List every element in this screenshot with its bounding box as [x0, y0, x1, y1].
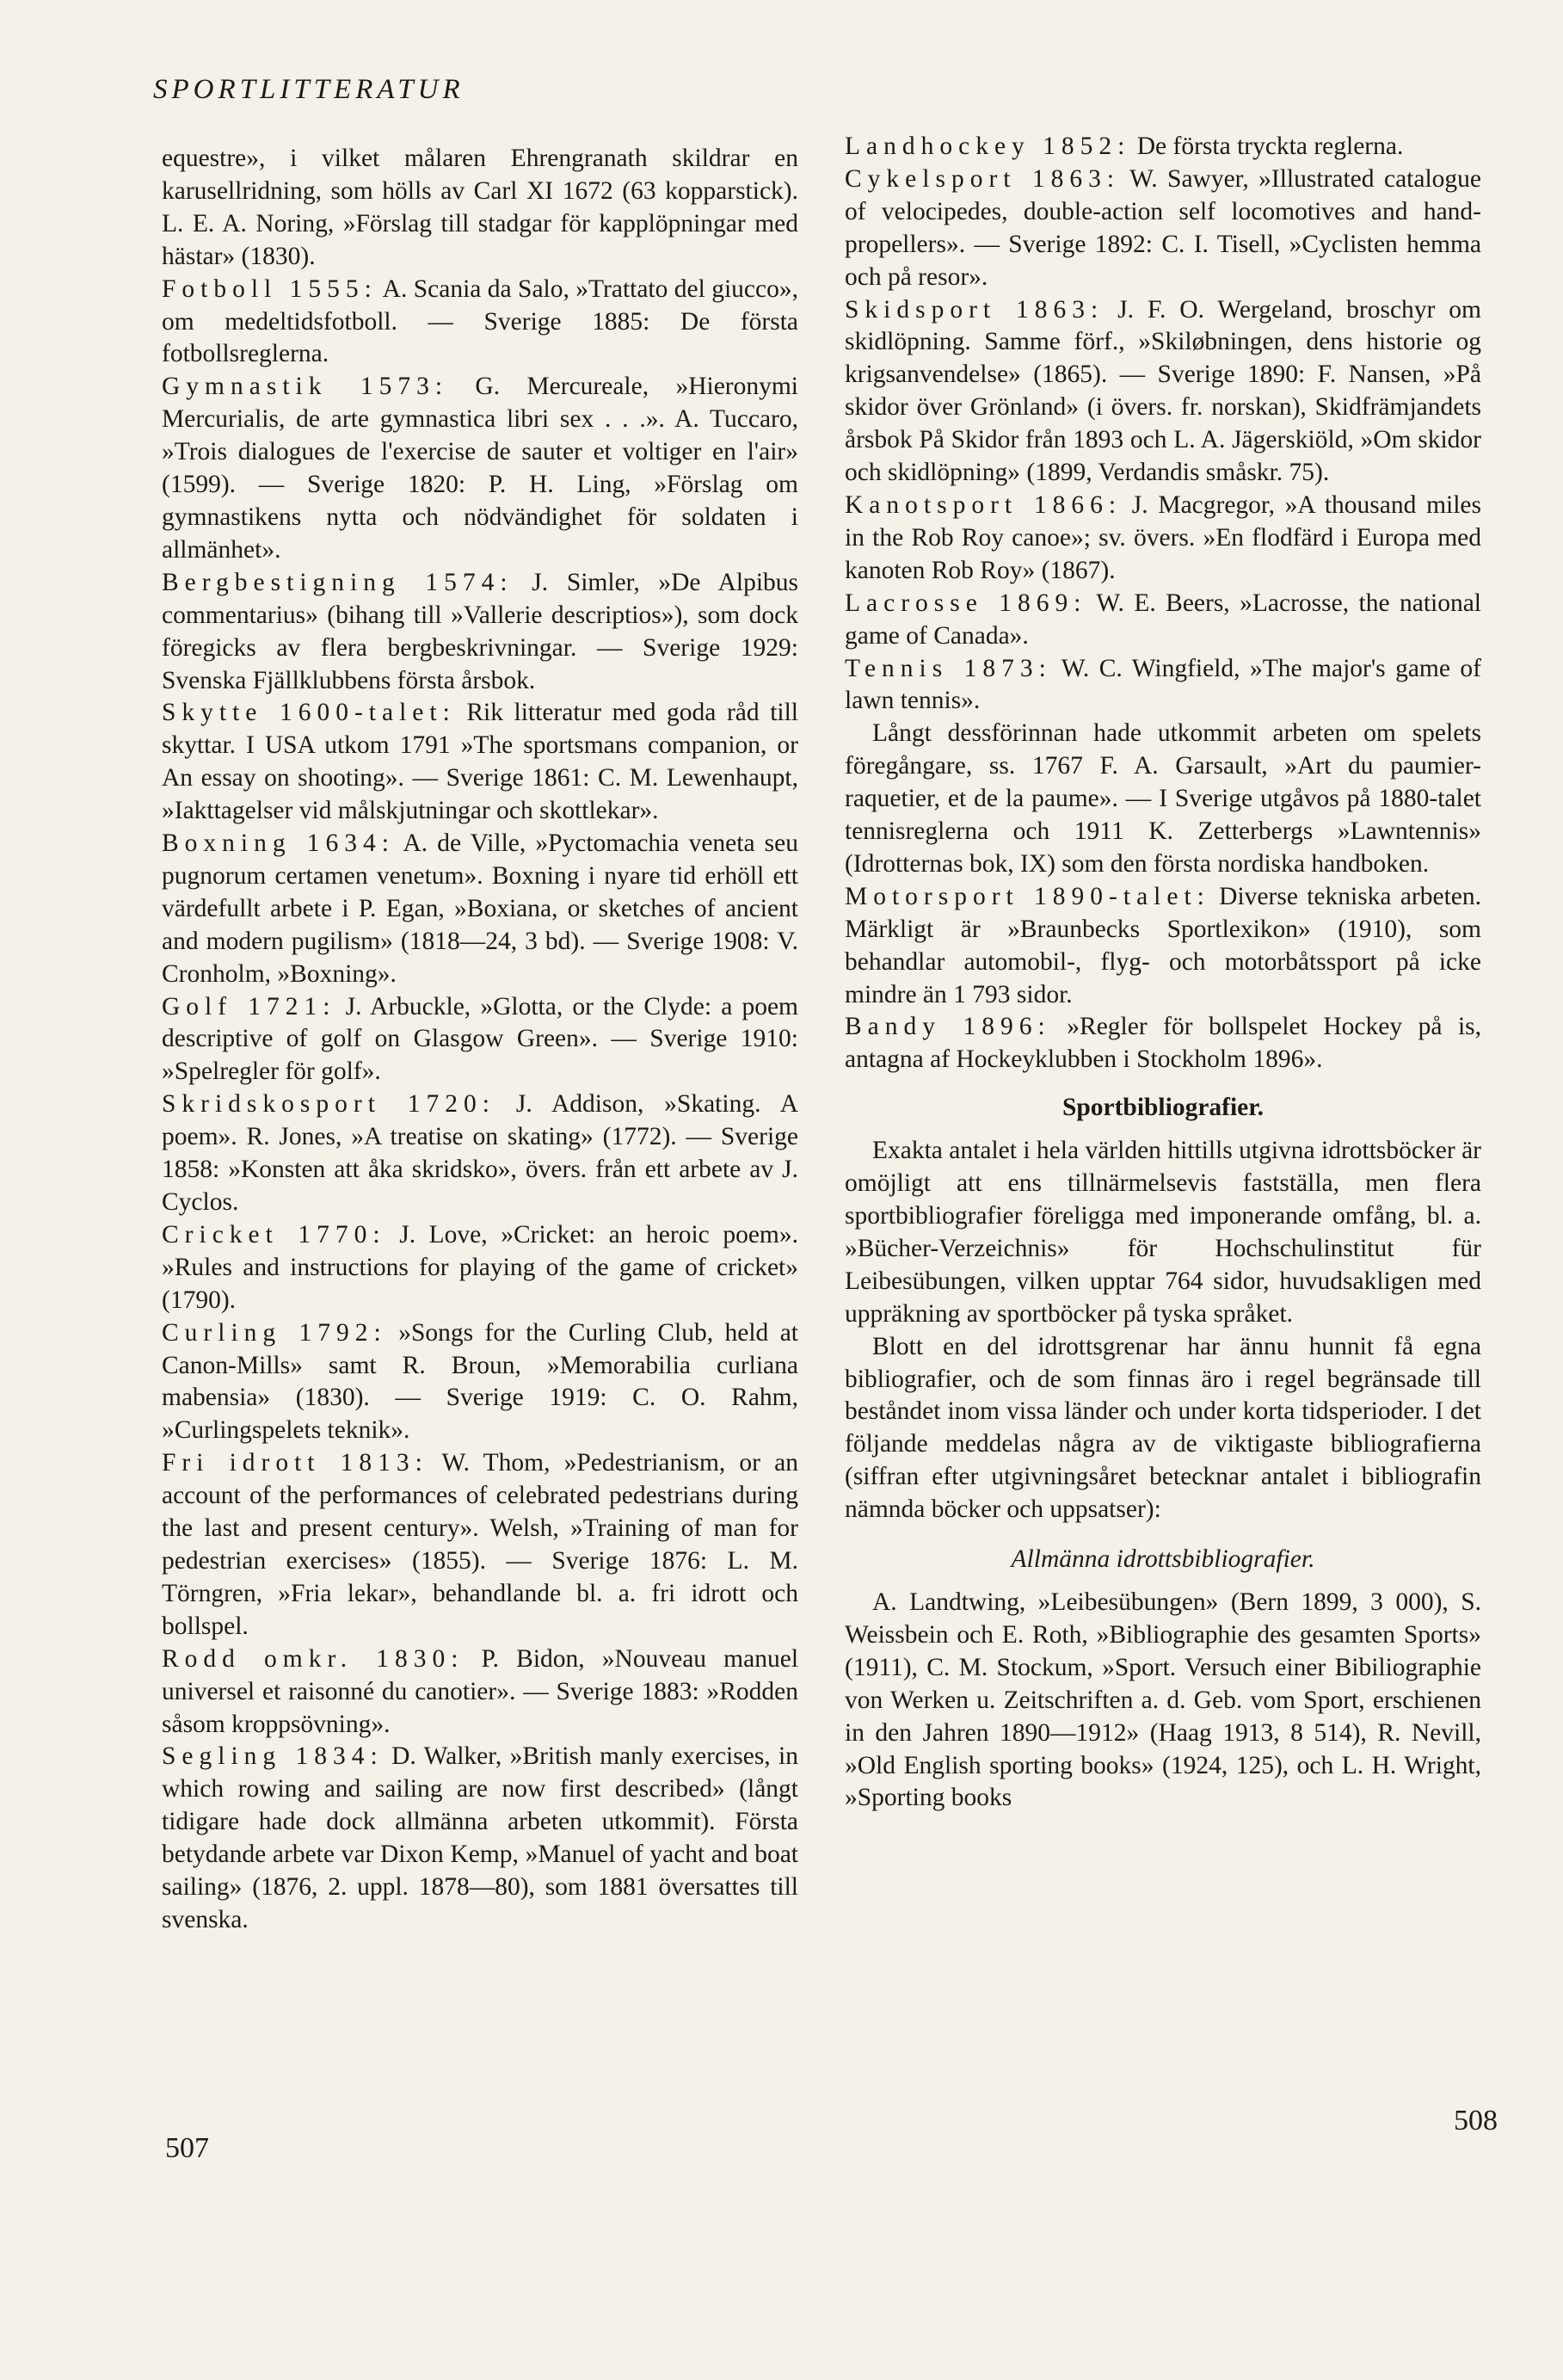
entry-term: Motorsport 1890-talet:: [845, 882, 1210, 910]
running-head: SPORTLITTERATUR: [153, 74, 465, 105]
entry-term: Kanotsport 1866:: [845, 490, 1123, 519]
entry-term: Segling 1834:: [162, 1742, 384, 1771]
entry-text: equestre», i vilket målaren Ehrengranath skildrar en karusellridning, som hölls av Carl XI 1672 (63 kopparstick). L. E. A. Noring, »Förslag till stadgar för kapplöpningar med hästar» (1830).: [162, 145, 798, 270]
entry: [162, 143, 798, 274]
entry-term: Gymnastik 1573:: [162, 373, 449, 401]
entry-text: W. E. Beers, »Lacrosse, the national game of Canada».: [845, 589, 1482, 650]
entry-text: W. Thom, »Pedestrianism, or an account of the performances of celebrated pedestrians during the last and present century». Welsh, »Training of man for pedestrian exercises» (1855). — Sverige 1876: L. M. Törngren, »Fria lekar», behandlande bl. a. fri idrott och bollspel.: [162, 1449, 798, 1640]
entry-term: Lacrosse 1869:: [845, 589, 1087, 617]
entry-term: Skytte 1600-talet:: [162, 699, 456, 727]
entry-term: Fotboll 1555:: [162, 274, 378, 303]
subsection-title: Allmänna idrottsbibliografier.: [1011, 1545, 1315, 1574]
entry: [845, 131, 1481, 163]
entry-term: Cricket 1770:: [162, 1220, 386, 1249]
entry: [845, 653, 1481, 718]
entry-text: »Regler för bollspelet Hockey på is, antagna af Hockeyklubben i Stockholm 1896».: [845, 1013, 1482, 1074]
entry-text: J. Macgregor, »A thousand miles in the Rob Roy canoe»; sv. övers. »En flodfärd i Europa med kanoten Rob Roy» (1867).: [845, 490, 1481, 584]
entry-text: D. Walker, »British manly exercises, in which rowing and sailing are now first described» (långt tidigare hade dock allmänna arbeten utkommit). Första betydande arbete var Dixon Kemp, »Manuel of yacht and boat sailing» (1876, 2. uppl. 1878—80), som 1881 översattes till svenska.: [162, 1742, 799, 1933]
entry-text: J. F. O. Wergeland, broschyr om skidlöpning. Samme förf., »Skiløbningen, dens historie og krigsanvendelse» (1865). — Sverige 1890: F. Nansen, »På skidor över Grönland» (i övers. fr. norskan), Skidfrämjandets årsbok På Skidor från 1893 och L. A. Jägerskiöld, »Om skidor och skidlöpning» (1899, Verdandis småskr. 75).: [845, 295, 1482, 487]
entry-text: Långt dessförinnan hade utkommit arbeten om spelets föregångare, ss. 1767 F. A. Garsault, »Art du paumier-raquetier, et de la paume». — I Sverige utgåvos på 1880-talet tennisreglerna och 1911 K. Zetterbergs »Lawntennis» (Idrotternas bok, IX) som den första nordiska handboken.: [845, 719, 1481, 878]
entry-text: »Songs for the Curling Club, held at Canon-Mills» samt R. Broun, »Memorabilia curliana mabensia» (1830). — Sverige 1919: C. O. Rahm, »Curlingspelets teknik».: [162, 1318, 798, 1445]
entry-text: G. Mercureale, »Hieronymi Mercurialis, de arte gymnastica libri sex . . .». A. Tuccaro, »Trois dialogues de l'exercise de sauter et voltiger en l'air» (1599). — Sverige 1820: P. H. Ling, »Förslag om gymnastikens nytta och nödvändighet för soldaten i allmänhet».: [162, 373, 799, 564]
entry-term: Fri idrott 1813:: [162, 1449, 428, 1477]
page-number-left: 507: [165, 2132, 209, 2164]
entry: [845, 490, 1481, 588]
entry: [162, 1741, 798, 1936]
entry-text: Rik litteratur med goda råd till skyttar. I USA utkom 1791 »The sportsmans companion, or An essay on shooting». — Sverige 1861: C. M. Lewenhaupt, »Iakttagelser vid målskjutningar och skottlekar».: [162, 699, 798, 825]
entry-text: A. Scania da Salo, »Trattato del giucco», om medeltidsfotboll. — Sverige 1885: De första fotbollsreglerna.: [162, 274, 798, 368]
entry: [845, 718, 1481, 881]
right-column: [845, 131, 1481, 1815]
entry: [162, 1219, 798, 1317]
entry-text: W. Sawyer, »Illustrated catalogue of velocipedes, double-action self locomotives and hand-propellers». — Sverige 1892: C. I. Tisell, »Cyclisten hemma och på resor».: [845, 164, 1481, 291]
entry-text: J. Arbuckle, »Glotta, or the Clyde: a poem descriptive of golf on Glasgow Green». — Sverige 1910: »Spelregler för golf».: [162, 992, 799, 1086]
entry-text: J. Simler, »De Alpibus commentarius» (bihang till »Vallerie descriptios»), som dock föregicks av flera bergbeskrivningar. — Sverige 1929: Svenska Fjällklubbens första årsbok.: [162, 568, 798, 694]
entry: [162, 1317, 798, 1448]
entry: [162, 1643, 798, 1742]
entry: [845, 163, 1481, 294]
entry: [845, 294, 1481, 490]
entry: [162, 697, 798, 828]
entry-term: Bergbestigning 1574:: [162, 568, 514, 596]
section-title: Sportbibliografier.: [1061, 1094, 1265, 1122]
entry-term: Tennis 1873:: [845, 654, 1052, 682]
entry: [845, 1011, 1481, 1076]
entry-term: Golf 1721:: [162, 992, 336, 1020]
paragraph: Exakta antalet i hela världen hittills utgivna idrottsböcker är omöjligt att ens tillnärmelsevis fastställa, men flera sportbibliografier föreligga med imponerande omfång, bl. a. »Bücher-Verzeichnis» för Hochschulinstitut für Leibesübungen, vilken upptar 764 sidor, huvudsakligen med uppräkning av sportböcker på tyska språket.: [845, 1137, 1481, 1328]
entry-text: J. Love, »Cricket: an heroic poem». »Rules and instructions for playing of the game of cricket» (1790).: [162, 1220, 798, 1314]
entry-term: Rodd omkr. 1830:: [162, 1644, 465, 1673]
entry-term: Boxning 1634:: [162, 829, 395, 858]
entry-term: Skridskosport 1720:: [162, 1090, 495, 1119]
entry-term: Cykelsport 1863:: [845, 164, 1121, 193]
paragraph: A. Landtwing, »Leibesübungen» (Bern 1899, 3 000), S. Weissbein och E. Roth, »Bibliographie des gesamten Sports» (1911), C. M. Stockum, »Sport. Versuch einer Bibiliographie von Werken u. Zeitschriften a. d. Geb. vom Sport, erschienen in den Jahren 1890—1912» (Haag 1913, 8 514), R. Nevill, »Old English sporting books» (1924, 125), och L. H. Wright, »Sporting books: [845, 1588, 1481, 1812]
entry-text: W. C. Wingfield, »The major's game of lawn tennis».: [845, 654, 1481, 715]
entry-text: De första tryckta reglerna.: [1136, 133, 1404, 160]
page-number-right: 508: [1454, 2105, 1498, 2136]
entry: [845, 588, 1481, 653]
entry-text: P. Bidon, »Nouveau manuel universel et raisonné du canotier». — Sverige 1883: »Rodden såsom kroppsövning».: [162, 1644, 799, 1738]
entry-term: Bandy 1896:: [845, 1013, 1051, 1041]
entry-term: Landhockey 1852:: [845, 133, 1131, 160]
entry: [162, 567, 798, 698]
entry-term: Curling 1792:: [162, 1318, 387, 1347]
left-column: [162, 143, 798, 1937]
entry: [162, 991, 798, 1089]
entry-term: Skidsport 1863:: [845, 295, 1105, 324]
entry-text: Diverse tekniska arbeten. Märkligt är »Braunbecks Sportlexikon» (1910), som behandlar automobil-, flyg- och motorbåtssport på icke mindre än 1 793 sidor.: [845, 882, 1482, 1008]
paragraph: Blott en del idrottsgrenar har ännu hunnit få egna bibliografier, och de som finnas äro i regel begränsade till beståndet inom vissa länder och under korta tidsperioder. I det följande meddelas några av de viktigaste bibliografierna (siffran efter utgivningsåret betecknar antalet i bibliografin nämnda böcker och uppsatser):: [845, 1332, 1481, 1524]
entry: [162, 274, 798, 372]
entry-text: A. de Ville, »Pyctomachia veneta seu pugnorum certamen venetum». Boxning i nyare tid erhöll ett värdefullt arbete i P. Egan, »Boxiana, or sketches of ancient and modern pugilism» (1818—24, 3 bd). — Sverige 1908: V. Cronholm, »Boxning».: [162, 829, 799, 988]
entry: [845, 881, 1481, 1012]
entry: [162, 371, 798, 566]
entry: [162, 1088, 798, 1219]
entry-text: J. Addison, »Skating. A poem». R. Jones, »A treatise on skating» (1772). — Sverige 1858: »Konsten att åka skridsko», övers. från ett arbete av J. Cyclos.: [162, 1090, 799, 1216]
entry: [162, 1447, 798, 1643]
entry: [162, 828, 798, 991]
